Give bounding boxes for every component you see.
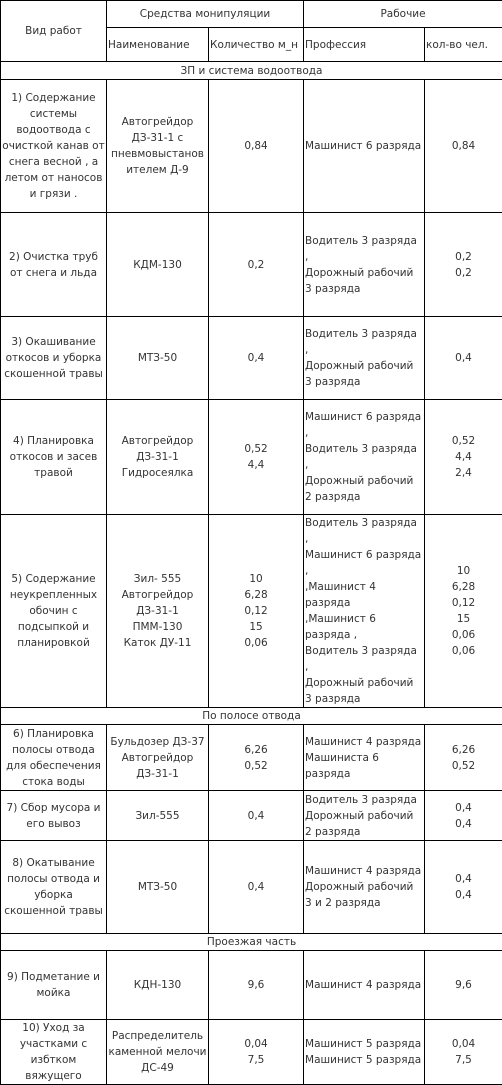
- profession-cell: [304, 725, 425, 791]
- quantity-cell-line: 10: [210, 571, 302, 587]
- profession-cell-line: Машиниста 6 разряда: [305, 750, 423, 782]
- people-cell-line: 0,4: [426, 816, 501, 832]
- quantity-cell: [209, 791, 304, 841]
- quantity-cell-line: 7,5: [210, 1052, 302, 1068]
- equipment-cell-line: Автогрейдор ДЗ-31-1: [108, 587, 207, 619]
- profession-cell-line: Дорожный рабочий 3 разряда: [305, 675, 423, 707]
- quantity-cell: [209, 400, 304, 515]
- people-cell-line: 0,84: [426, 138, 501, 154]
- quantity-cell-line: 0,84: [210, 138, 302, 154]
- profession-cell: [304, 841, 425, 934]
- people-cell-line: 0,2: [426, 249, 501, 265]
- people-cell-line: 15: [426, 611, 501, 627]
- people-cell-line: 0,04: [426, 1036, 501, 1052]
- profession-cell: [304, 791, 425, 841]
- people-cell-line: 2,4: [426, 465, 501, 481]
- people-cell-line: 4,4: [426, 449, 501, 465]
- header-professiya: Профессия: [304, 28, 425, 62]
- work-cell: 7) Сбор мусора и его вывоз: [1, 791, 107, 841]
- equipment-cell-line: МТЗ-50: [108, 350, 207, 366]
- profession-cell: [304, 80, 425, 213]
- table-row: [1, 400, 502, 515]
- profession-cell: [304, 213, 425, 317]
- table-row: [1, 80, 502, 213]
- profession-cell-line: Водитель 3 разряда ,: [305, 233, 423, 265]
- people-cell-line: 0,06: [426, 643, 501, 659]
- people-cell-line: 0,4: [426, 887, 501, 903]
- people-cell: [425, 841, 502, 934]
- people-cell: [425, 317, 502, 400]
- people-cell-line: 10: [426, 563, 501, 579]
- people-cell-line: 0,52: [426, 433, 501, 449]
- people-cell-line: 9,6: [426, 977, 501, 993]
- quantity-cell-line: 0,4: [210, 879, 302, 895]
- quantity-cell: [209, 725, 304, 791]
- table-row: [1, 515, 502, 708]
- people-cell: [425, 80, 502, 213]
- quantity-cell: [209, 841, 304, 934]
- quantity-cell-line: 15: [210, 619, 302, 635]
- equipment-cell: [107, 841, 209, 934]
- header-kol-chel: кол-во чел.: [425, 28, 502, 62]
- people-cell: [425, 725, 502, 791]
- equipment-cell-line: Автогрейдор ДЗ-31-1: [108, 433, 207, 465]
- table-row: [1, 841, 502, 934]
- quantity-cell: [209, 951, 304, 1020]
- profession-cell-line: Водитель 3 разряда ,: [305, 643, 423, 675]
- work-cell: 3) Окашивание откосов и уборка скошенной травы: [1, 317, 107, 400]
- work-cell: 9) Подметание и мойка: [1, 951, 107, 1020]
- profession-cell-line: Машинист 4 разряда: [305, 863, 423, 879]
- work-cell: 6) Планировка полосы отвода для обеспечения стока воды: [1, 725, 107, 791]
- people-cell-line: 0,4: [426, 871, 501, 887]
- profession-cell-line: Машинист 6 разряда ,: [305, 547, 423, 579]
- people-cell: [425, 213, 502, 317]
- quantity-cell: [209, 1020, 304, 1085]
- people-cell-line: 6,26: [426, 742, 501, 758]
- quantity-cell-line: 0,4: [210, 350, 302, 366]
- equipment-cell-line: КДМ-130: [108, 257, 207, 273]
- table-row: [1, 213, 502, 317]
- people-cell-line: 0,4: [426, 350, 501, 366]
- table-row: [1, 1020, 502, 1085]
- profession-cell-line: Машинист 4 разряда: [305, 734, 423, 750]
- profession-cell-line: Дорожный рабочий 2 разряда: [305, 473, 423, 505]
- table-row: [1, 791, 502, 841]
- profession-cell-line: Машинист 5 разряда: [305, 1052, 423, 1068]
- profession-cell-line: Дорожный рабочий 3 и 2 разряда: [305, 879, 423, 911]
- people-cell: [425, 400, 502, 515]
- work-cell: 10) Уход за участками с избтком вяжущего: [1, 1020, 107, 1085]
- work-cell: 8) Окатывание полосы отвода и уборка скошенной травы: [1, 841, 107, 934]
- profession-cell-line: Машинист 6 разряда ,: [305, 409, 423, 441]
- header-kolichestvo: Количество м_н: [209, 28, 304, 62]
- section-title: ЗП и система водоотвода: [1, 62, 502, 80]
- quantity-cell-line: 0,4: [210, 808, 302, 824]
- section-title: По полосе отвода: [1, 708, 502, 725]
- equipment-cell-line: Зил-555: [108, 808, 207, 824]
- profession-cell-line: Дорожный рабочий 3 разряда: [305, 358, 423, 390]
- profession-cell-line: Водитель 3 разряда ,: [305, 515, 423, 547]
- quantity-cell: [209, 80, 304, 213]
- people-cell: [425, 515, 502, 708]
- table-row: [1, 317, 502, 400]
- equipment-cell-line: Гидросеялка: [108, 465, 207, 481]
- equipment-cell-line: Каток ДУ-11: [108, 635, 207, 651]
- quantity-cell-line: 0,2: [210, 257, 302, 273]
- profession-cell-line: Машинист 4 разряда: [305, 977, 423, 993]
- quantity-cell: [209, 213, 304, 317]
- profession-cell-line: Водитель 3 разряда: [305, 792, 423, 808]
- people-cell-line: 0,2: [426, 265, 501, 281]
- quantity-cell-line: 9,6: [210, 977, 302, 993]
- equipment-cell: [107, 725, 209, 791]
- table-row: [1, 725, 502, 791]
- profession-cell-line: Машинист 5 разряда: [305, 1036, 423, 1052]
- equipment-cell: [107, 80, 209, 213]
- equipment-cell-line: МТЗ-50: [108, 879, 207, 895]
- profession-cell-line: Водитель 3 разряда ,: [305, 326, 423, 358]
- profession-cell: [304, 1020, 425, 1085]
- quantity-cell-line: 0,12: [210, 603, 302, 619]
- work-cell: 5) Содержание неукрепленных обочин с подсыпкой и планировкой: [1, 515, 107, 708]
- equipment-cell: [107, 791, 209, 841]
- people-cell: [425, 951, 502, 1020]
- quantity-cell: [209, 515, 304, 708]
- profession-cell-line: Дорожный рабочий 2 разряда: [305, 808, 423, 840]
- people-cell: [425, 1020, 502, 1085]
- equipment-cell-line: ПММ-130: [108, 619, 207, 635]
- people-cell-line: 0,52: [426, 758, 501, 774]
- quantity-cell-line: 4,4: [210, 457, 302, 473]
- header-vid-rabot: Вид работ: [1, 1, 107, 62]
- work-cell: 1) Содержание системы водоотвода с очисткой канав от снега весной , а летом от наносов и грязи .: [1, 80, 107, 213]
- profession-cell: [304, 317, 425, 400]
- table-row: [1, 951, 502, 1020]
- profession-cell-line: Водитель 3 разряда ,: [305, 441, 423, 473]
- profession-cell-line: ,Машинист 6 разряда ,: [305, 611, 423, 643]
- equipment-cell-line: КДН-130: [108, 977, 207, 993]
- people-cell-line: 7,5: [426, 1052, 501, 1068]
- header-rabochie: Рабочие: [304, 1, 502, 28]
- equipment-cell: [107, 1020, 209, 1085]
- profession-cell-line: Машинист 6 разряда: [305, 138, 423, 154]
- table-body: [1, 62, 502, 1085]
- quantity-cell-line: 0,52: [210, 441, 302, 457]
- profession-cell-line: ,Машинист 4 разряда: [305, 579, 423, 611]
- people-cell-line: 0,12: [426, 595, 501, 611]
- quantity-cell-line: 6,26: [210, 742, 302, 758]
- quantity-cell: [209, 317, 304, 400]
- equipment-cell: [107, 951, 209, 1020]
- quantity-cell-line: 0,52: [210, 758, 302, 774]
- people-cell: [425, 791, 502, 841]
- header-sredstva: Средства монипуляции: [107, 1, 304, 28]
- equipment-cell-line: Автогрейдор ДЗ-31-1 с пневмовыстанов ителем Д-9: [108, 114, 207, 178]
- quantity-cell-line: 6,28: [210, 587, 302, 603]
- quantity-cell-line: 0,06: [210, 635, 302, 651]
- profession-cell: [304, 400, 425, 515]
- equipment-cell: [107, 515, 209, 708]
- equipment-cell-line: Зил- 555: [108, 571, 207, 587]
- people-cell-line: 6,28: [426, 579, 501, 595]
- header-naimenovanie: Наименование: [107, 28, 209, 62]
- equipment-cell: [107, 400, 209, 515]
- people-cell-line: 0,06: [426, 627, 501, 643]
- profession-cell-line: Дорожный рабочий 3 разряда: [305, 265, 423, 297]
- people-cell-line: 0,4: [426, 800, 501, 816]
- equipment-cell: [107, 317, 209, 400]
- equipment-cell-line: Автогрейдор ДЗ-31-1: [108, 750, 207, 782]
- equipment-cell: [107, 213, 209, 317]
- section-title: Проезжая часть: [1, 934, 502, 951]
- profession-cell: [304, 515, 425, 708]
- quantity-cell-line: 0,04: [210, 1036, 302, 1052]
- equipment-cell-line: Бульдозер ДЗ-37: [108, 734, 207, 750]
- work-cell: 2) Очистка труб от снега и льда: [1, 213, 107, 317]
- work-cell: 4) Планировка откосов и засев травой: [1, 400, 107, 515]
- equipment-cell-line: Распределитель каменной мелочи ДС-49: [108, 1028, 207, 1076]
- profession-cell: [304, 951, 425, 1020]
